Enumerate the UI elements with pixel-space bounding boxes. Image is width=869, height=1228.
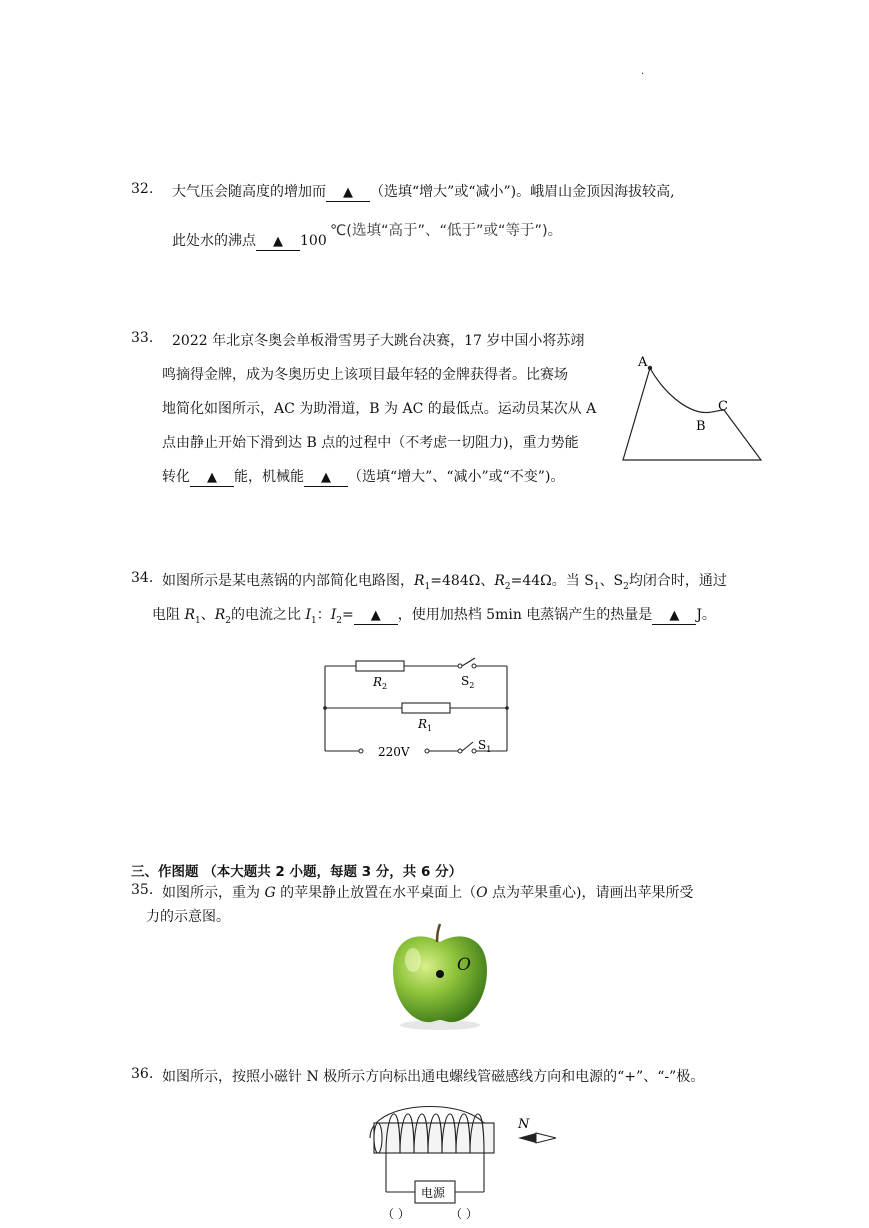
compass-needle (518, 1133, 556, 1143)
terminal-left (359, 749, 363, 753)
center-of-gravity-dot (436, 970, 444, 978)
slope-outline (623, 368, 761, 460)
question-line: 转化 ▲ 能，机械能 ▲ （选填“增大”、“减小”或“不变”)。 (162, 469, 565, 485)
answer-blank[interactable]: ▲ (354, 608, 398, 625)
label-c: C (718, 399, 728, 414)
section-heading: 三、作图题 （本大题共 2 小题，每题 3 分，共 6 分） (131, 864, 463, 880)
header-mark: . (641, 66, 645, 77)
question-number: 35. (131, 882, 154, 898)
answer-blank[interactable]: ▲ (304, 470, 348, 487)
solenoid-core (374, 1123, 494, 1153)
question-line: 地简化如图所示，AC 为助滑道，B 为 AC 的最低点。运动员某次从 A (162, 401, 597, 417)
question-line: 鸣摘得金牌，成为冬奥历史上该项目最年轻的金牌获得者。比赛场 (162, 367, 568, 383)
question-line: 如图所示是某电蒸锅的内部简化电路图，$R_1=484\Omega$、$R_2=44\Omega$。当 $S_1$、$S_2$均闭合时，通过 (162, 573, 727, 592)
question-text-overlay: ℃(选填“高于”、“低于”或“等于”)。 (330, 223, 563, 239)
question-number: 34. (131, 570, 154, 586)
terminal-right (425, 749, 429, 753)
label-b: B (696, 419, 706, 434)
label-s1: $S_1$ (478, 738, 492, 754)
solenoid-figure (360, 1090, 580, 1222)
question-line: 如图所示，重为 G 的苹果静止放置在水平桌面上（O 点为苹果重心)，请画出苹果所受 (162, 885, 694, 901)
question-line: 点由静止开始下滑到达 B 点的过程中（不考虑一切阻力)，重力势能 (162, 435, 579, 451)
apple-body (393, 936, 487, 1022)
label-s2: $S_2$ (461, 674, 475, 690)
apple-stem (437, 924, 440, 942)
label-r2: $R_2$ (373, 675, 388, 691)
apple-figure (385, 922, 495, 1032)
right-terminal-blank[interactable]: （ ） (450, 1207, 478, 1221)
label-n: N (518, 1117, 530, 1132)
answer-blank[interactable]: ▲ (190, 470, 234, 487)
question-text: 大气压会随高度的增加而 ▲ （选填“增大”或“减小”)。峨眉山金顶因海拔较高, (172, 184, 675, 200)
question-line: 力的示意图。 (146, 909, 230, 925)
resistor-r2 (356, 661, 404, 671)
answer-blank[interactable]: ▲ (652, 608, 696, 625)
left-terminal-blank[interactable]: （ ） (382, 1207, 410, 1221)
label-voltage: 220V (378, 745, 410, 759)
ski-slope-figure (620, 350, 770, 465)
answer-blank[interactable]: ▲ (326, 185, 370, 202)
question-number: 32. (131, 181, 154, 197)
label-a: A (638, 355, 648, 370)
question-line: 如图所示，按照小磁针 N 极所示方向标出通电螺线管磁感线方向和电源的“+”、“-”极。 (162, 1069, 705, 1085)
question-line: 2022 年北京冬奥会单板滑雪男子大跳台决赛，17 岁中国小将苏翊 (172, 333, 585, 349)
circuit-diagram (318, 655, 518, 765)
question-number: 33. (131, 330, 154, 346)
power-source-label: 电源 (421, 1186, 446, 1200)
label-r1: $R_1$ (418, 717, 433, 733)
resistor-r1 (402, 703, 450, 713)
question-text: 此处水的沸点 ▲ 100 (172, 233, 327, 249)
question-number: 36. (131, 1066, 154, 1082)
switch-s1 (462, 742, 473, 751)
apple-shadow (400, 1020, 480, 1030)
answer-blank[interactable]: ▲ (256, 234, 300, 251)
question-line: 电阻 $R_1$、$R_2$的电流之比 $I_1$：$I_2=$ ▲ ，使用加热档 5min 电蒸锅产生的热量是 ▲ J。 (152, 607, 716, 626)
label-o: O (457, 955, 471, 975)
point-a (648, 366, 652, 370)
